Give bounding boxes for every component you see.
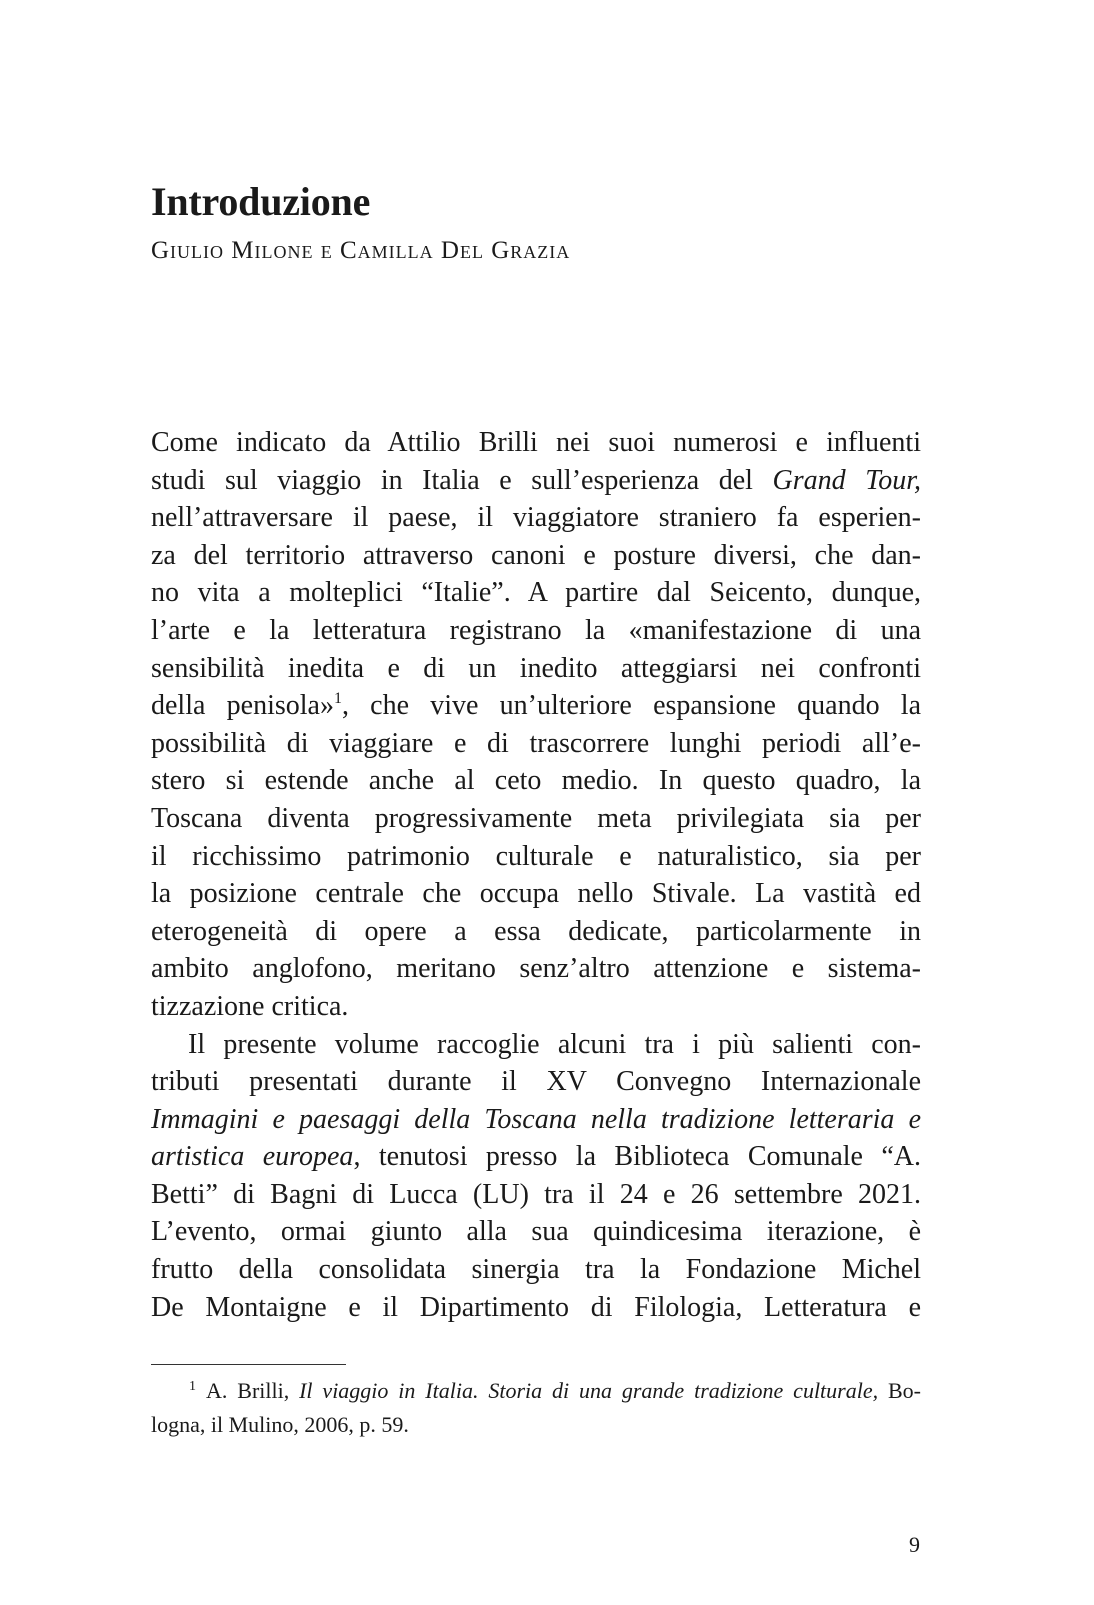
italic-term-grand-tour: Grand Tour, — [772, 464, 921, 496]
body-line: no vita a molteplici “Italie”. A partire dal Seicento, dunque, — [151, 577, 921, 609]
chapter-authors: Giulio Milone e Camilla Del Grazia — [151, 237, 571, 264]
page-number: 9 — [909, 1532, 920, 1557]
body-line: tributi presentati durante il XV Convegno Internazionale — [151, 1066, 921, 1098]
footnote-line: $^1$ A. Brilli, Il viaggio in Italia. Storia di una grande tradizione culturale, Bo- — [189, 1378, 922, 1403]
body-line: il ricchissimo patrimonio culturale e naturalistico, sia per — [151, 840, 921, 872]
body-line: tizzazione critica. — [151, 990, 349, 1022]
footnote-line: logna, il Mulino, 2006, p. 59. — [151, 1412, 409, 1437]
body-line: Immagini e paesaggi della Toscana nella tradizione letteraria e — [151, 1103, 921, 1135]
footnote-divider — [151, 1364, 346, 1365]
body-line: possibilità di viaggiare e di trascorrere lunghi periodi all’e- — [151, 727, 921, 759]
footnote-reference[interactable]: 1 — [333, 690, 342, 708]
footnote-number: 1 — [189, 1379, 196, 1394]
body-line: della penisola»$^1$, che vive un’ulteriore espansione quando la — [151, 690, 921, 722]
body-line: Betti” di Bagni di Lucca (LU) tra il 24 e 26 settembre 2021. — [151, 1178, 921, 1210]
body-line: studi sul viaggio in Italia e sull’esperienza del Grand Tour, — [151, 464, 921, 496]
body-line: artistica europea, tenutosi presso la Biblioteca Comunale “A. — [151, 1141, 921, 1173]
body-line: ambito anglofono, meritano senz’altro attenzione e sistema- — [151, 953, 921, 985]
body-line: za del territorio attraverso canoni e posture diversi, che dan- — [151, 539, 921, 571]
body-line: Come indicato da Attilio Brilli nei suoi numerosi e influenti — [151, 427, 921, 458]
body-line: eterogeneità di opere a essa dedicate, particolarmente in — [151, 915, 921, 947]
body-line: L’evento, ormai giunto alla sua quindicesima iterazione, è — [151, 1216, 921, 1248]
body-line: frutto della consolidata sinergia tra la Fondazione Michel — [151, 1254, 921, 1286]
chapter-title: Introduzione — [151, 179, 371, 224]
body-line: la posizione centrale che occupa nello Stivale. La vastità ed — [151, 878, 921, 910]
body-line: De Montaigne e il Dipartimento di Filologia, Letteratura e — [151, 1291, 921, 1323]
footnote — [151, 1374, 921, 1442]
body-line: sensibilità inedita e di un inedito atteggiarsi nei confronti — [151, 652, 921, 684]
body-line: nell’attraversare il paese, il viaggiatore straniero fa esperien- — [151, 502, 921, 534]
body-line: Toscana diventa progressivamente meta privilegiata sia per — [151, 802, 921, 834]
body-line: Il presente volume raccoglie alcuni tra i più salienti con- — [188, 1028, 921, 1060]
body-text — [151, 424, 921, 1326]
body-line: stero si estende anche al ceto medio. In questo quadro, la — [151, 765, 921, 797]
body-line: l’arte e la letteratura registrano la «manifestazione di una — [151, 614, 921, 646]
